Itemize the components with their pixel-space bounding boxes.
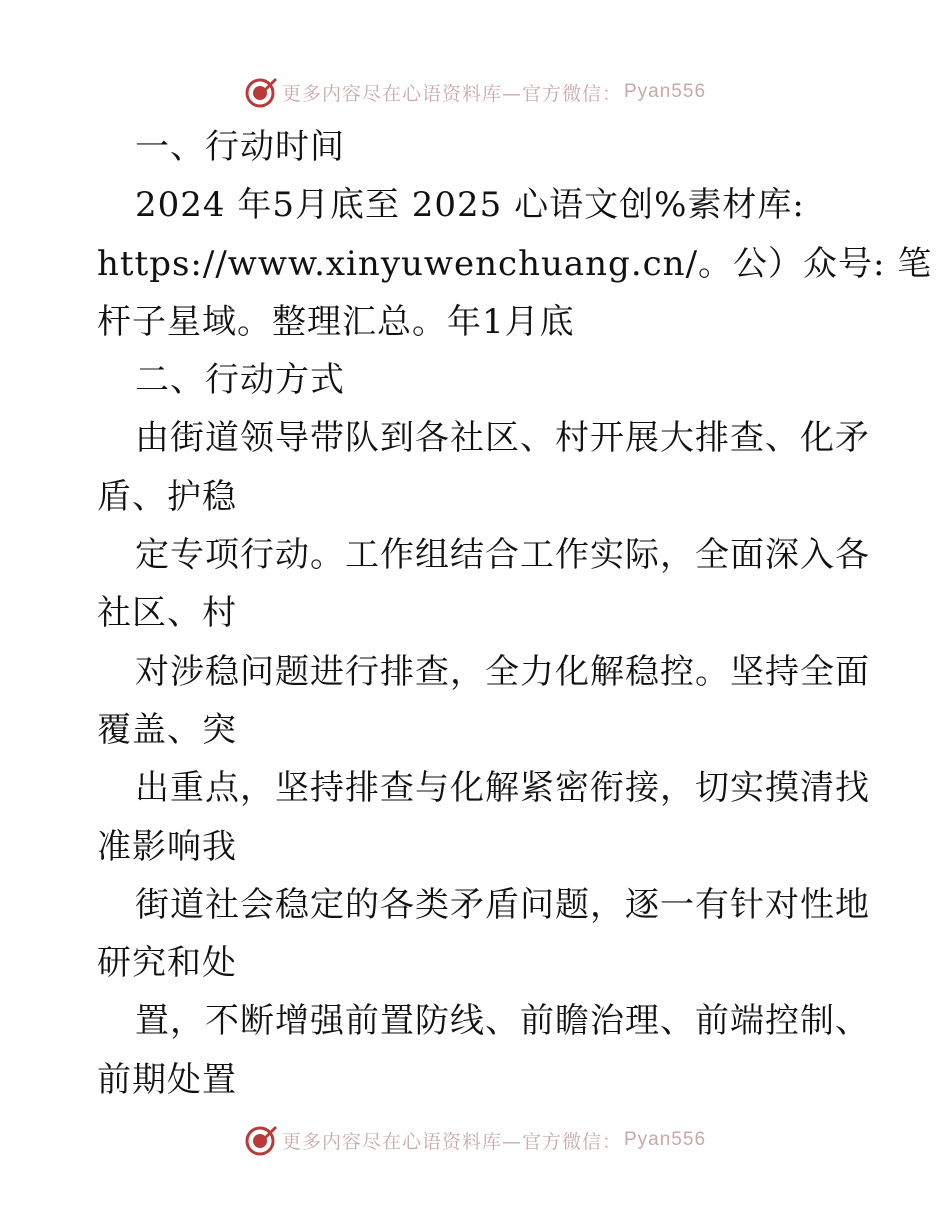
body-line: 研究和处 xyxy=(97,943,237,984)
body-line: 出重点，坚持排查与化解紧密衔接，切实摸清找 xyxy=(135,768,870,809)
pen-logo-icon xyxy=(244,1123,278,1157)
body-line: 由街道领导带队到各社区、村开展大排查、化矛 xyxy=(135,418,870,459)
section-heading: 一、行动时间 xyxy=(135,127,345,167)
body-line: 街道社会稳定的各类矛盾问题，逐一有针对性地 xyxy=(135,884,870,925)
banner-text: 更多内容尽在心语资料库—官方微信： xyxy=(281,82,622,105)
body-line: 覆盖、突 xyxy=(97,709,237,750)
footer-watermark-banner xyxy=(0,1120,950,1160)
document-body xyxy=(97,118,933,1109)
pen-logo-icon xyxy=(244,75,278,109)
body-line: 杆子星域。整理汇总。年1月底 xyxy=(97,301,575,342)
banner-text: 更多内容尽在心语资料库—官方微信： xyxy=(281,1130,622,1153)
body-line: 社区、村 xyxy=(97,593,237,634)
body-line: 盾、护稳 xyxy=(97,476,237,517)
body-line: 定专项行动。工作组结合工作实际，全面深入各 xyxy=(135,535,870,576)
body-line: 置，不断增强前置防线、前瞻治理、前端控制、 xyxy=(135,1001,870,1042)
body-line: 准影响我 xyxy=(97,826,237,867)
body-line: https://www.xinyuwenchuang.cn/。公）众号: 笔 xyxy=(97,243,933,284)
body-line: 前期处置 xyxy=(97,1059,237,1100)
body-line: 2024 年5月底至 2025 心语文创%素材库: xyxy=(135,185,805,226)
body-line: 对涉稳问题进行排查，全力化解稳控。坚持全面 xyxy=(135,651,870,692)
section-heading: 二、行动方式 xyxy=(135,360,345,401)
header-watermark-banner xyxy=(0,72,950,112)
banner-handle: Pyan556 xyxy=(624,81,707,102)
banner-handle: Pyan556 xyxy=(624,1129,707,1150)
